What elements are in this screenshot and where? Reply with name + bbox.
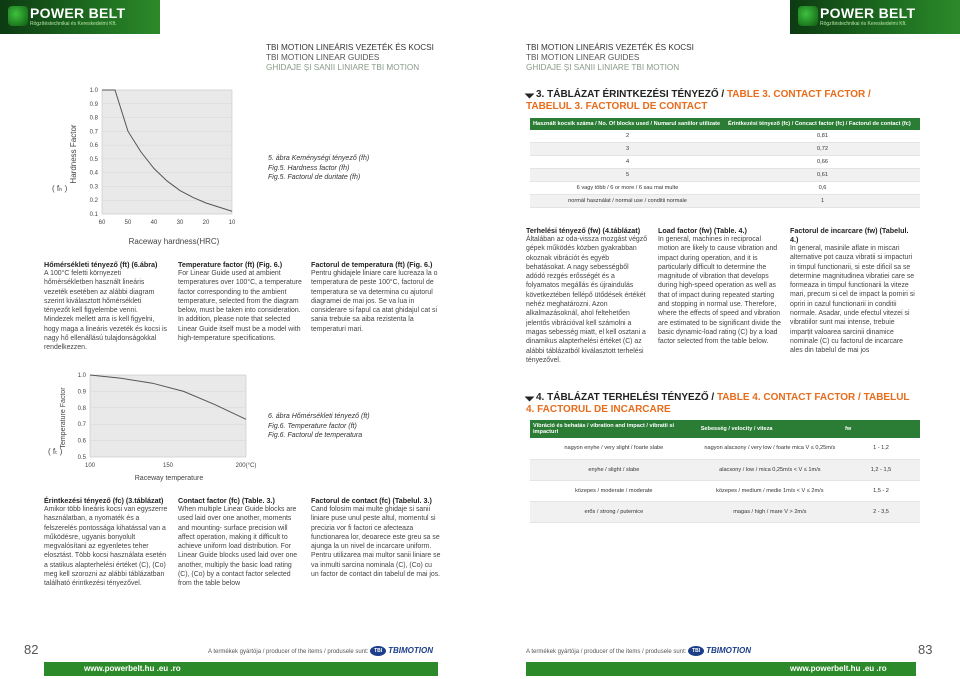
contact-factor-table (530, 118, 920, 208)
footer-url-left[interactable]: www.powerbelt.hu .eu .ro (84, 664, 181, 673)
producer-left (208, 646, 433, 656)
temp-col-ro (311, 260, 441, 334)
table-cell: nagyon alacsony / very low / foarte mica V ≤ 0,25m/s (698, 438, 842, 459)
table-cell: 5 (530, 169, 725, 182)
temp-col-en-head: Temperature factor (ft) (Fig. 6.) (178, 260, 283, 269)
hardness-x-tick: 60 (98, 220, 106, 226)
temp-col-ro-head: Factorul de temperatura (ft) (Fig. 6.) (311, 260, 433, 269)
producer-text: A termékek gyártója / producer of the items / produsele sunt: (526, 649, 687, 656)
hardness-x-tick: 30 (176, 220, 184, 226)
table-row (530, 480, 920, 501)
footer-bar-right (526, 662, 916, 676)
left-page-title (266, 43, 434, 73)
load-col-en-text: In general, machines in reciprocal motion are likely to cause vibration and impact during operation, and it is particularly difficult to determine the magnitude of vibration that develops during high-speed operation as well as that of impact during repeated starting and stopping in normal use. Therefore, where the effects of speed and vibration are estimated to be significant divide the basic dynamic-load rating (C) by a load factor selected from the table below. (658, 236, 781, 346)
table4-title-hu: 4. TÁBLÁZAT TERHELÉSI TÉNYEZŐ / (536, 392, 717, 403)
temperature-y-tick: 0.6 (77, 438, 86, 445)
contact-col-hu (44, 496, 169, 589)
table-cell: közepes / medium / medie 1m/s < V ≤ 2m/s (698, 480, 842, 501)
table-cell: közepes / moderate / moderate (530, 480, 698, 501)
hardness-y-symbol: ( fₕ ) (52, 184, 68, 193)
footer-bar-left (44, 662, 438, 676)
table-cell: alacsony / low / mica 0,25m/s < V ≤ 1m/s (698, 459, 842, 480)
hardness-y-label: Hardness Factor (69, 124, 78, 184)
load-col-ro (790, 226, 916, 356)
table-cell: 1 - 1,2 (842, 438, 920, 459)
table4-header-fw: fw (842, 420, 920, 438)
table-row (530, 156, 920, 169)
table3-title-orange: TABLE 3. CONTACT FACTOR / TABELUL 3. FACTORUL DE CONTACT (526, 89, 871, 112)
table-row (530, 182, 920, 195)
load-col-hu-text: Általában az oda-vissza mozgást végző gépek működés közben gyakrabban okoznak vibrációt és egyéb behatásokat. A nagy sebességből adódó rezgés erősségét és a folyamatos megállás és újraindulás következtében fellépő ütődések értékét nehéz meghatározni. Azon alkalmazásoknál, ahol feltehetően jelentős vibrációval kell számolni a magas sebesség miatt, el kell osztani a dinamikus alapterhelési értéket (C) az alábbi táblázatból kiválasztott terhelési tényezővel. (526, 236, 648, 364)
title-line-ro: GHIDAJE ȘI SANII LINIARE TBI MOTION (266, 63, 420, 72)
table-row (530, 195, 920, 208)
hardness-x-tick: 20 (202, 220, 210, 226)
title-line-en: TBI MOTION LINEAR GUIDES (266, 53, 380, 62)
hardness-chart-svg (44, 84, 244, 254)
temp-col-hu-head: Hőmérsékleti tényező (ft) (6.ábra) (44, 260, 158, 269)
table-cell: enyhe / slight / slabe (530, 459, 698, 480)
section-arrow-icon (525, 392, 535, 402)
contact-col-en-head: Contact factor (fc) (Table. 3.) (178, 496, 275, 505)
table-header-row (530, 420, 920, 438)
fig6-caption (268, 412, 370, 441)
producer-text: A termékek gyártója / producer of the items / produsele sunt: (208, 649, 369, 656)
temperature-y-tick: 1.0 (77, 373, 86, 379)
load-col-ro-head: Factorul de incarcare (fw) (Tabelul. 4.) (790, 226, 909, 244)
tbimotion-logo (688, 646, 751, 656)
table-cell: 1,2 - 1,5 (842, 459, 920, 480)
temperature-x-tick: 200(°C) (235, 463, 257, 469)
title-line-en: TBI MOTION LINEAR GUIDES (526, 53, 640, 62)
temperature-y-tick: 0.9 (77, 389, 86, 396)
hardness-y-tick: 0.1 (89, 212, 98, 218)
temperature-x-label: Raceway temperature (134, 475, 204, 482)
contact-col-en (178, 496, 303, 589)
footer-url-right[interactable]: www.powerbelt.hu .eu .ro (790, 664, 887, 673)
hardness-factor-chart (44, 84, 244, 254)
hardness-y-tick: 0.5 (89, 156, 98, 163)
contact-col-hu-head: Érintkezési tényező (fc) (3.táblázat) (44, 496, 164, 505)
tbimotion-logo-text: TBIMOTION (706, 646, 751, 656)
table-row (530, 143, 920, 156)
contact-col-ro-text: Cand folosim mai multe ghidaje si sanii liniare puse unul peste altul, momentul si precizia vor fi factori ce afecteaza functionarea lor, deoarece este greu sa se ajunga la un nivel de incarcare uniform. Pentru utilizarea mai multor sanii liniare se va inmulti sarcina nominala (C), (Co) cu un factor de contact din tabelul de mai jos. (311, 506, 441, 579)
hardness-y-tick: 0.3 (89, 184, 98, 191)
fig6-caption-hu: 6. ábra Hőmérsékleti tényező (ft) (268, 413, 370, 420)
tbimotion-logo (370, 646, 433, 656)
fig5-caption (268, 154, 369, 183)
load-col-hu-head: Terhelési tényező (fw) (4.táblázat) (526, 226, 641, 235)
fig5-caption-en: Fig.5. Hardness factor (fh) (268, 164, 350, 172)
hardness-x-tick: 40 (150, 220, 158, 226)
producer-right (526, 646, 751, 656)
temperature-y-symbol: ( fₜ ) (48, 447, 63, 456)
temp-col-hu (44, 260, 169, 353)
table4-title-orange: TABLE 4. CONTACT FACTOR / TABELUL 4. FACTORUL DE INCARCARE (526, 392, 910, 415)
brand-tagline: Rögzítéstechnikai és Kereskedelmi Kft. (30, 21, 117, 27)
hardness-y-tick: 0.4 (89, 170, 98, 177)
load-col-en (658, 226, 782, 347)
hardness-x-tick: 50 (124, 220, 132, 226)
page-number-right: 83 (918, 642, 933, 657)
brand-name: POWER BELT (30, 5, 126, 21)
table-cell: erős / strong / puternice (530, 501, 698, 522)
table-cell: normál használat / normal use / conditii normale (530, 195, 725, 208)
table-cell: nagyon enyhe / very slight / foarte slabe (530, 438, 698, 459)
tbimotion-logo-text: TBIMOTION (388, 646, 433, 656)
load-col-en-head: Load factor (fw) (Table. 4.) (658, 226, 747, 235)
fig6-caption-ro: Fig.6. Factorul de temperatura (268, 432, 363, 439)
temp-col-en (178, 260, 303, 343)
hardness-y-tick: 0.6 (89, 143, 98, 150)
table-cell: 0,6 (725, 182, 920, 195)
table4-title (526, 392, 916, 416)
table-cell: 2 - 3,5 (842, 501, 920, 522)
table-cell: 0,81 (725, 130, 920, 143)
temperature-x-tick: 150 (162, 463, 174, 469)
table-row (530, 501, 920, 522)
table-row (530, 459, 920, 480)
page-number-left: 82 (24, 642, 39, 657)
contact-col-hu-text: Amikor több lineáris kocsi van egyszerre használatban, a nyomaték és a felszerelés pontossága kihatással van a működésre, ugyanis bonyolult megvalósítani az egyenletes teher elosztást. Több kocsi használata esetén a statikus alapterhelési értéket (C), (Co) meg kell szorozni az alábbi táblázatban található érintkezési tényezővel. (44, 506, 168, 588)
table-cell: 0,72 (725, 143, 920, 156)
table-header-row (530, 118, 920, 130)
table-row (530, 130, 920, 143)
table4-header-vibration: Vibráció és behatás / vibration and impact / vibratii si impacturi (530, 420, 698, 438)
right-page-title (526, 43, 694, 73)
brand-name: POWER BELT (820, 5, 916, 21)
table3-header-factor: Érintkezési tényező (fc) / Concact factor (fc) / Factorul de contact (fc) (725, 118, 920, 130)
hardness-y-tick: 0.7 (89, 129, 98, 136)
fig5-caption-ro: Fig.5. Factorul de duritate (fh) (268, 174, 361, 181)
hardness-y-tick: 0.8 (89, 115, 98, 122)
temperature-chart-svg (44, 368, 264, 486)
table3-header-blocks: Használt kocsik száma / No. Of blocks used / Numarul saniilor utilizate (530, 118, 725, 130)
temp-col-ro-text: Pentru ghidajele liniare care lucreaza la o temperatura de peste 100°C, factorul de temperatura se va determina cu ajutorul diagramei de mai jos. Se va lua in considerare si fapul ca atat ghidajul cat si sania trebuie sa aiba rezistenta la temperaturi mari. (311, 270, 438, 333)
left-header-banner (0, 0, 160, 34)
table4 (530, 420, 920, 523)
hardness-y-tick: 1.0 (89, 88, 98, 94)
temp-col-en-text: For Linear Guide used at ambient temperatures over 100°C, a temperature factor corresponding to the ambient temperature, selected from the diagram below, must be taken into consideration. In addition, please note that selected Linear Guide itself must be a model with high-temperature specifications. (178, 270, 302, 343)
contact-col-ro (311, 496, 441, 579)
hardness-x-tick: 10 (228, 220, 236, 226)
contact-col-ro-head: Factorul de contact (fc) (Tabelul. 3.) (311, 496, 432, 505)
temperature-y-tick: 0.5 (77, 455, 86, 461)
temperature-x-tick: 100 (84, 463, 96, 469)
table-cell: 3 (530, 143, 725, 156)
tbi-badge-icon: TBI (688, 646, 704, 656)
table-cell: 6 vagy több / 6 or more / 6 sau mai multe (530, 182, 725, 195)
temp-col-hu-text: A 100°C feletti környezeti hőmérsékletben használt lineáris vezeték esetében az alábbi diagram szerint kiválasztott hőmérsékleti tényezőt kell figyelembe venni. Mindezek mellett arra is kell figyelni, hogy maga a lineáris vezeték és kocsi is nagy hő ellenállású tulajdonságokkal rendelkezzen. (44, 270, 167, 352)
hardness-y-tick: 0.9 (89, 101, 98, 108)
temperature-factor-chart (44, 368, 264, 486)
hardness-x-label: Raceway hardness(HRC) (128, 237, 220, 246)
title-line-hu: TBI MOTION LINEÁRIS VEZETÉK ÉS KOCSI (266, 43, 434, 52)
table3-title (526, 89, 916, 113)
table3 (530, 118, 920, 208)
table-cell: 4 (530, 156, 725, 169)
temperature-y-label: Temperature Factor (60, 387, 67, 449)
section-arrow-icon (525, 89, 535, 99)
title-line-ro: GHIDAJE ȘI SANII LINIARE TBI MOTION (526, 63, 680, 72)
table-cell: 0,66 (725, 156, 920, 169)
table3-title-hu: 3. TÁBLÁZAT ÉRINTKEZÉSI TÉNYEZŐ / (536, 89, 727, 100)
table4-header-velocity: Sebesség / velocity / viteza (698, 420, 842, 438)
table-cell: magas / high / mare V > 2m/s (698, 501, 842, 522)
table-cell: 1 (725, 195, 920, 208)
fig6-caption-en: Fig.6. Temperature factor (ft) (268, 422, 357, 430)
brand-mark-icon (8, 6, 28, 26)
hardness-plot-area (102, 90, 232, 214)
brand-mark-icon (798, 6, 818, 26)
title-line-hu: TBI MOTION LINEÁRIS VEZETÉK ÉS KOCSI (526, 43, 694, 52)
load-factor-table (530, 420, 920, 523)
table-row (530, 438, 920, 459)
tbi-badge-icon: TBI (370, 646, 386, 656)
right-header-banner (790, 0, 960, 34)
table-cell: 1,5 - 2 (842, 480, 920, 501)
temperature-y-tick: 0.8 (77, 405, 86, 412)
temperature-y-tick: 0.7 (77, 422, 86, 429)
load-col-hu (526, 226, 648, 365)
brand-tagline: Rögzítéstechnikai és Kereskedelmi Kft. (820, 21, 907, 27)
load-col-ro-text: In general, masinile aflate in miscari alternative pot cauza vibratii si impacturi in timpul functionarii, si este dificil sa se determine magnitudinea vibratiei care se formeaza in timpul functionarii la viteze mari, precum si cel de impact la porniri si opriri in cazul functionarii in conditii normale. Asadar, unde efectul vitezei si vibratiilor sunt mai intense, trebuie imparțit valoarea sarcinii dinamice nominale (C) cu factorul de incarcare ales din tabelul de mai jos (790, 245, 915, 355)
contact-col-en-text: When multiple Linear Guide blocks are used laid over one another, moments and mounting- surface precision will affect operation, making it difficult to achieve uniform load distribution. For Linear Guide blocks used laid over one another, multiply the basic load rating (C), (Co) by a contact factor selected from the table below (178, 506, 298, 588)
fig5-caption-hu: 5. ábra Keménységi tényező (fh) (268, 155, 370, 162)
table-cell: 2 (530, 130, 725, 143)
table-row (530, 169, 920, 182)
hardness-y-tick: 0.2 (89, 198, 98, 205)
table-cell: 0,61 (725, 169, 920, 182)
